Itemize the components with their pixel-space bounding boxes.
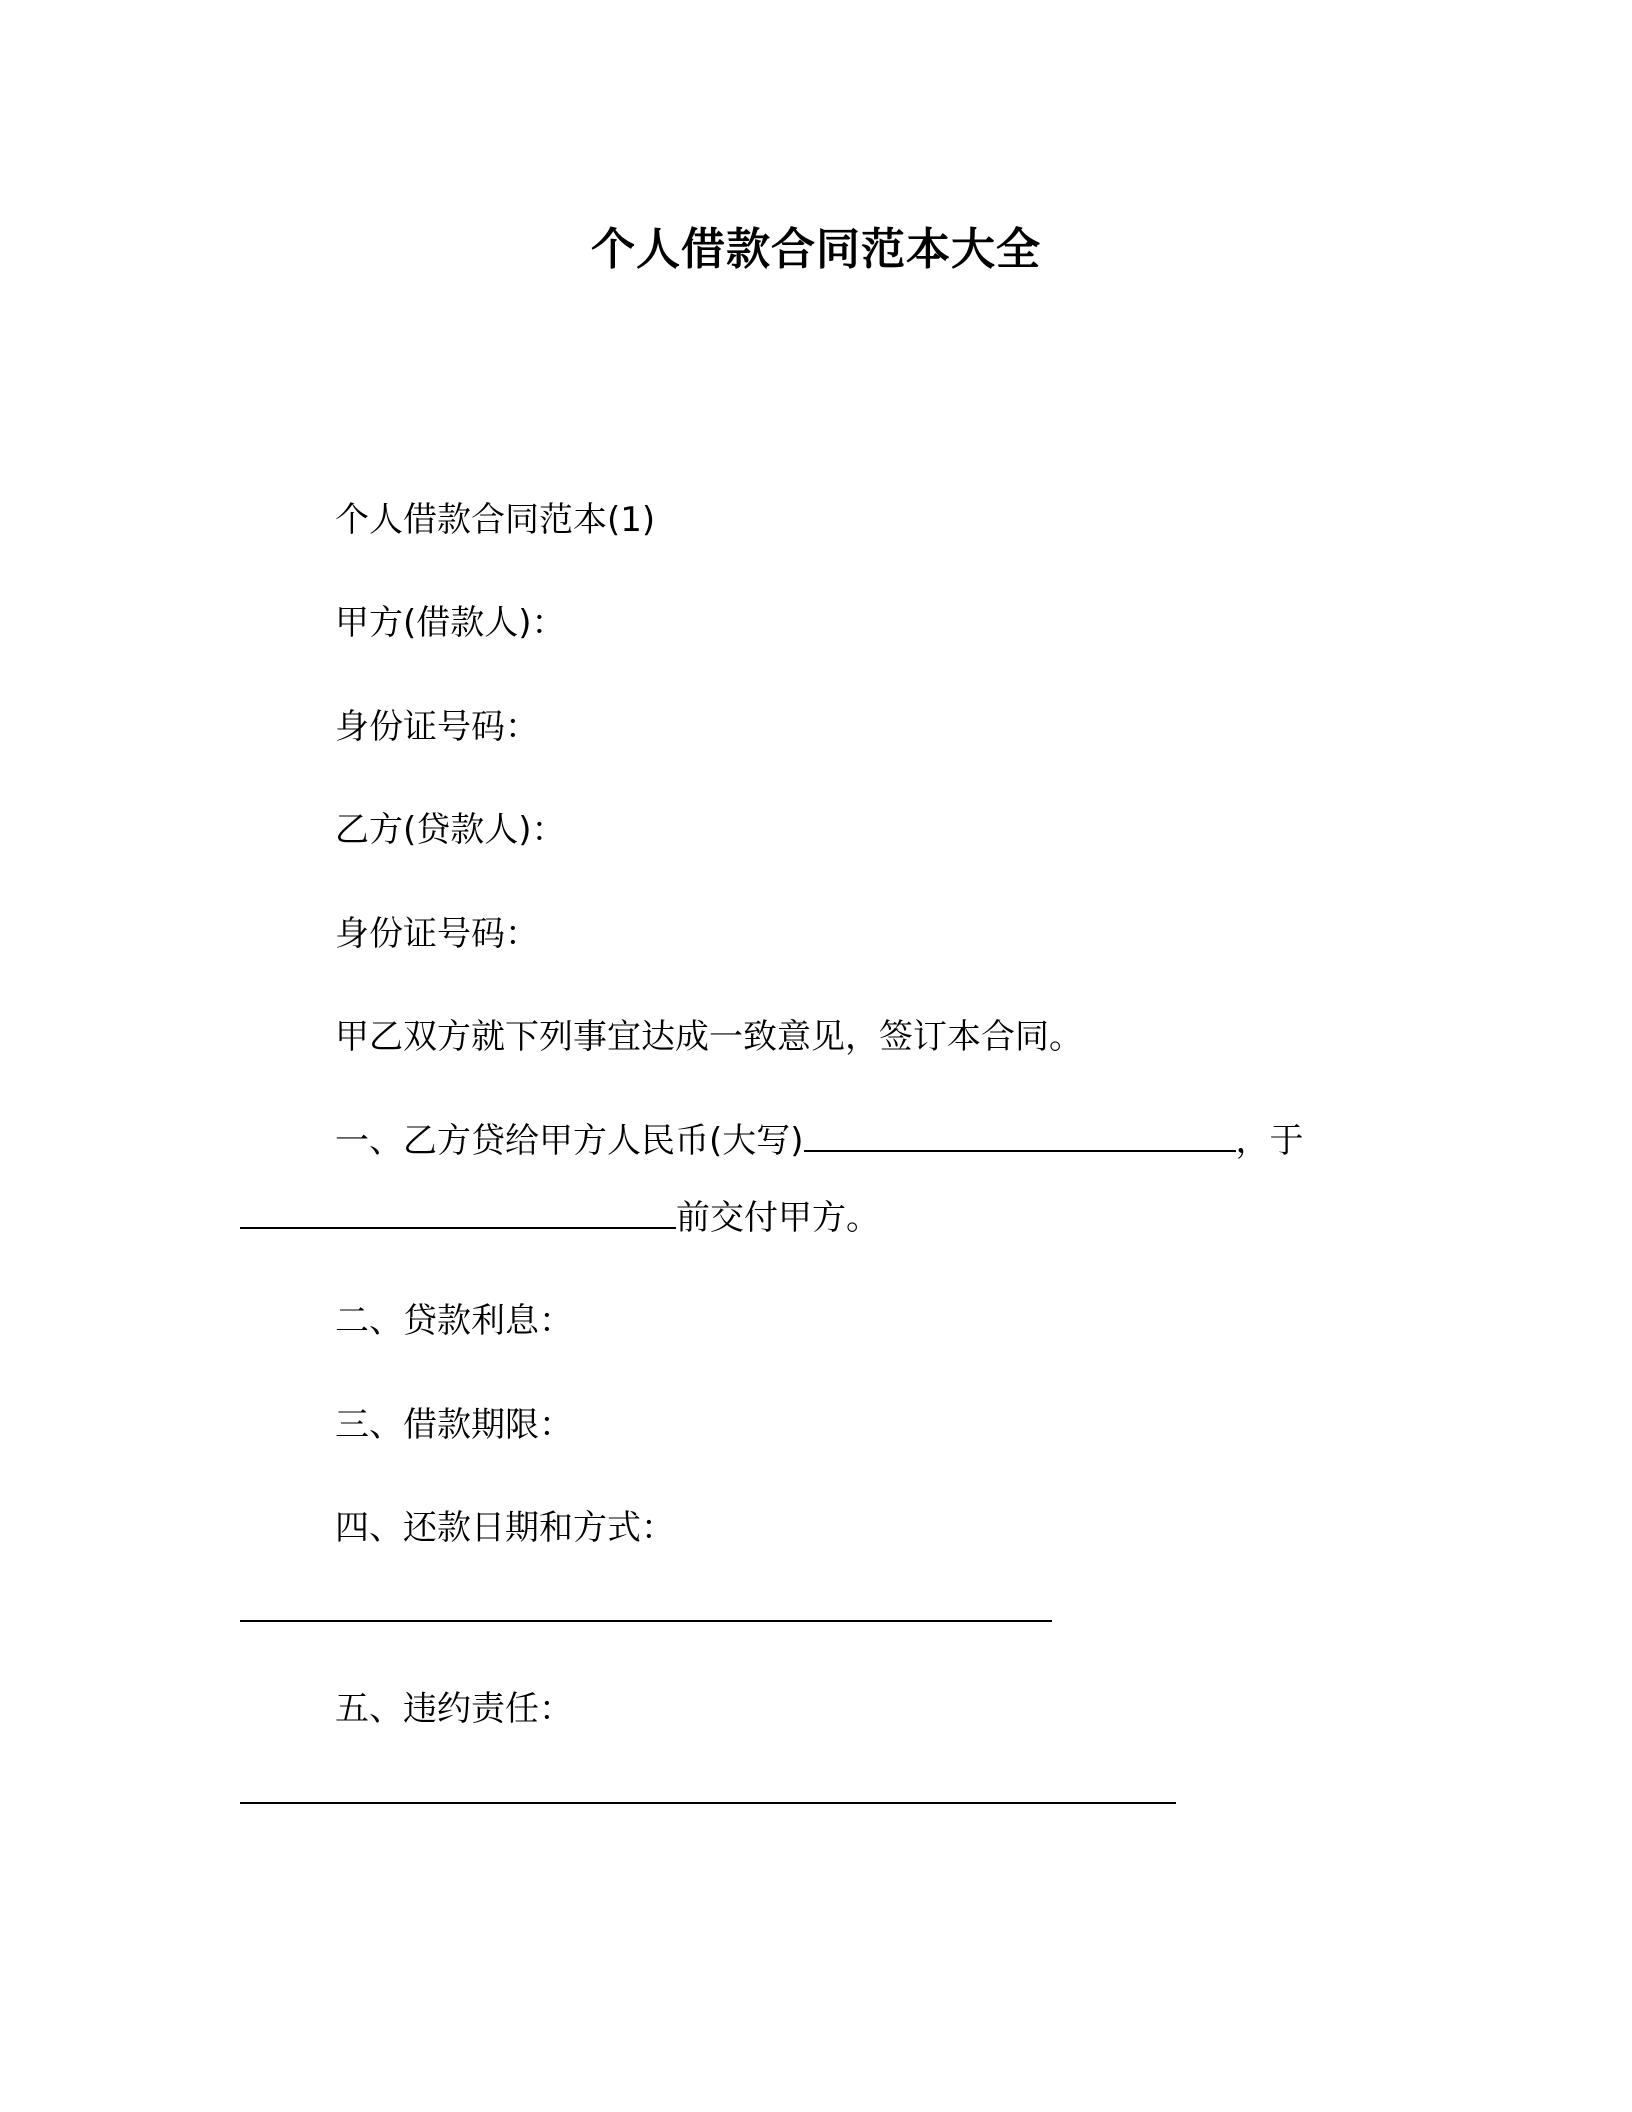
clause-3: 三、借款期限： xyxy=(335,1405,573,1445)
page-title: 个人借款合同范本大全 xyxy=(591,224,1041,275)
clause-1-text-c: 前交付甲方。 xyxy=(676,1198,880,1238)
contract-heading: 个人借款合同范本(1) xyxy=(335,500,656,540)
party-b-id-label: 身份证号码： xyxy=(335,914,539,954)
clause-2: 二、贷款利息： xyxy=(335,1301,573,1341)
liability-blank-line xyxy=(240,1802,1176,1804)
clause-1-text-b: ，于 xyxy=(1235,1121,1304,1161)
party-b-label: 乙方(贷款人)： xyxy=(335,810,566,850)
agreement-statement: 甲乙双方就下列事宜达成一致意见，签订本合同。 xyxy=(335,1017,1083,1057)
date-blank xyxy=(240,1197,676,1229)
party-a-id-label: 身份证号码： xyxy=(335,707,539,747)
clause-1-line-2 xyxy=(240,1196,880,1240)
amount-blank xyxy=(804,1120,1236,1152)
clause-5: 五、违约责任： xyxy=(335,1689,573,1729)
party-a-label: 甲方(借款人)： xyxy=(335,603,566,643)
repayment-blank-line xyxy=(240,1620,1052,1622)
clause-4: 四、还款日期和方式： xyxy=(335,1508,675,1548)
clause-1-text-a: 一、乙方贷给甲方人民币(大写) xyxy=(335,1121,804,1161)
clause-1-line-1 xyxy=(335,1119,1304,1163)
